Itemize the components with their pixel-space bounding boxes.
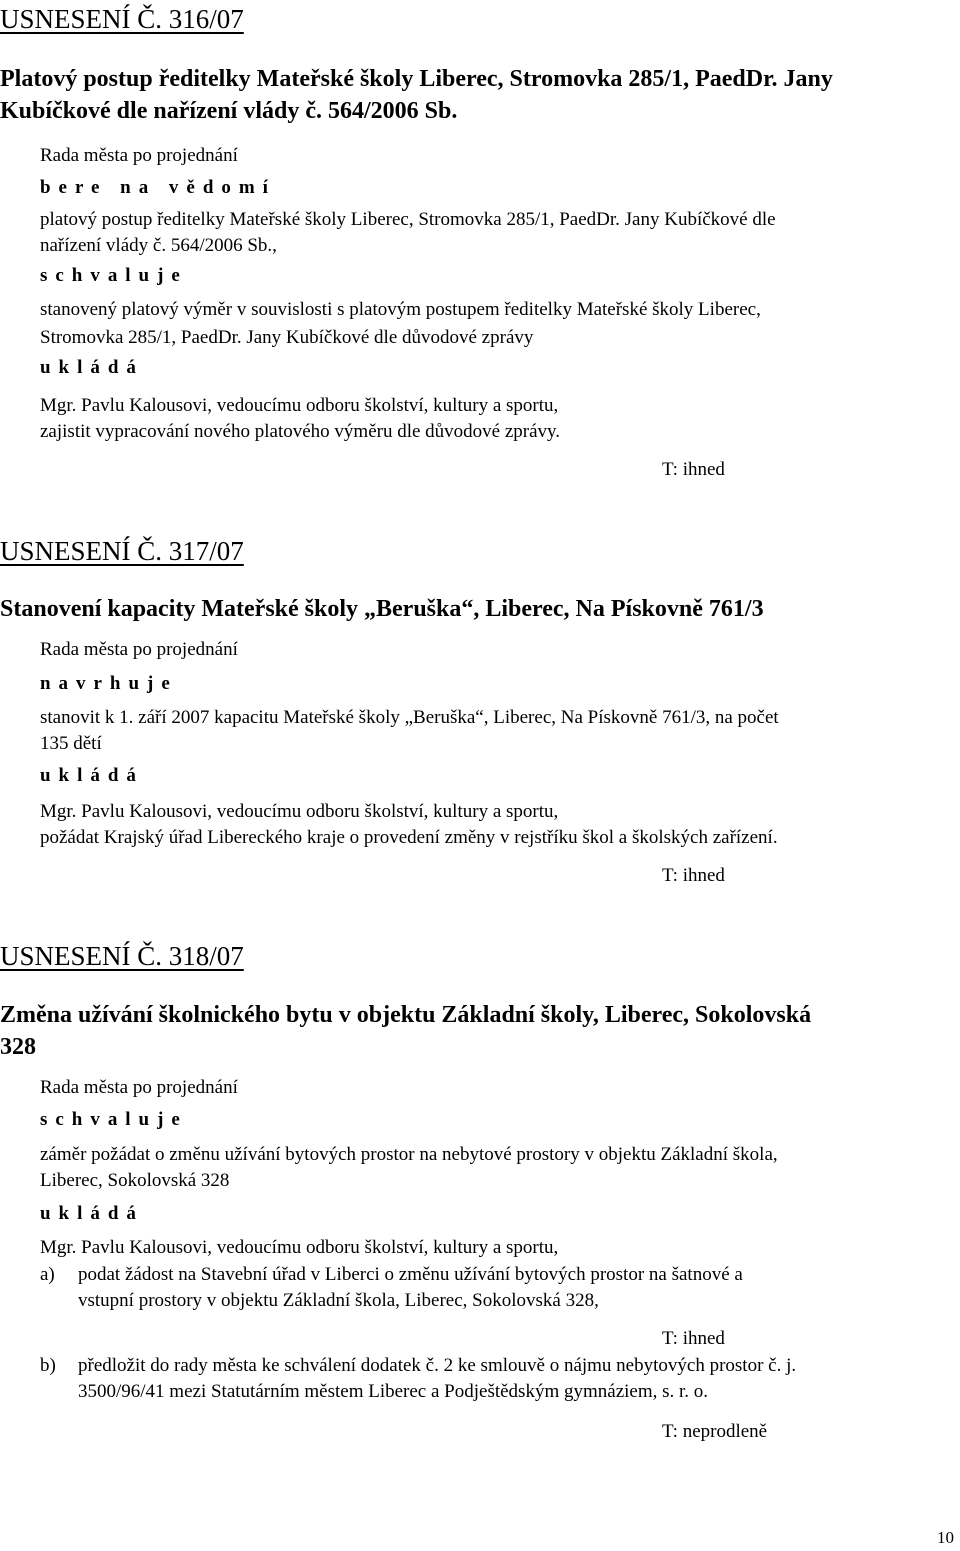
resolution-316-assignee: Mgr. Pavlu Kalousovi, vedoucímu odboru školství, kultury a sportu, bbox=[40, 395, 559, 416]
resolution-317-task: požádat Krajský úřad Libereckého kraje o provedení změny v rejstříku škol a školských zařízení. bbox=[40, 827, 778, 848]
resolution-316-text1-line2: nařízení vlády č. 564/2006 Sb., bbox=[40, 235, 277, 256]
resolution-318-subject-line1: Změna užívání školnického bytu v objektu Základní školy, Liberec, Sokolovská bbox=[0, 1002, 812, 1028]
resolution-318-council: Rada města po projednání bbox=[40, 1077, 238, 1098]
resolution-318-verb-uklada: ukládá bbox=[40, 1203, 144, 1224]
resolution-318-verb-schvaluje: schvaluje bbox=[40, 1109, 188, 1130]
resolution-316-text2-line1: stanovený platový výměr v souvislosti s platovým postupem ředitelky Mateřské školy Liberec, bbox=[40, 299, 761, 320]
resolution-318-text1-line1: záměr požádat o změnu užívání bytových prostor na nebytové prostory v objektu Základní škola, bbox=[40, 1144, 778, 1165]
page-number: 10 bbox=[937, 1528, 954, 1547]
list-item-line1: podat žádost na Stavební úřad v Liberci o změnu užívání bytových prostor na šatnové a bbox=[78, 1264, 743, 1285]
resolution-318-item-a-deadline: T: ihned bbox=[662, 1328, 725, 1349]
resolution-317-text1-line1: stanovit k 1. září 2007 kapacitu Mateřské školy „Beruška“, Liberec, Na Pískovně 761/3, na počet bbox=[40, 707, 779, 728]
resolution-317-council: Rada města po projednání bbox=[40, 639, 238, 660]
resolution-318-assignee: Mgr. Pavlu Kalousovi, vedoucímu odboru školství, kultury a sportu, bbox=[40, 1237, 559, 1258]
resolution-316-task: zajistit vypracování nového platového výměru dle důvodové zprávy. bbox=[40, 421, 561, 442]
resolution-317-heading: USNESENÍ Č. 317/07 bbox=[0, 536, 244, 566]
resolution-318-subject-line2: 328 bbox=[0, 1034, 36, 1060]
resolution-317-verb-navrhuje: navrhuje bbox=[40, 673, 178, 694]
list-item-line1: předložit do rady města ke schválení dodatek č. 2 ke smlouvě o nájmu nebytových prostor č. j. bbox=[78, 1355, 797, 1376]
resolution-318-item-b-deadline: T: neprodleně bbox=[662, 1421, 768, 1442]
resolution-316-subject-line2: Kubíčkové dle nařízení vlády č. 564/2006 Sb. bbox=[0, 98, 458, 124]
resolution-316-council: Rada města po projednání bbox=[40, 145, 238, 166]
resolution-316-text1-line1: platový postup ředitelky Mateřské školy Liberec, Stromovka 285/1, PaedDr. Jany Kubíčkové dle bbox=[40, 209, 776, 230]
resolution-317-text1-line2: 135 dětí bbox=[40, 733, 102, 754]
resolution-318-item-a bbox=[40, 1262, 940, 1322]
resolution-316-subject-line1: Platový postup ředitelky Mateřské školy Liberec, Stromovka 285/1, PaedDr. Jany bbox=[0, 66, 833, 92]
list-item-line2: vstupní prostory v objektu Základní škola, Liberec, Sokolovská 328, bbox=[78, 1290, 599, 1311]
resolution-316-text2-line2: Stromovka 285/1, PaedDr. Jany Kubíčkové dle důvodové zprávy bbox=[40, 327, 534, 348]
resolution-317-verb-uklada: ukládá bbox=[40, 765, 144, 786]
resolution-317-deadline: T: ihned bbox=[662, 865, 725, 886]
resolution-316-deadline: T: ihned bbox=[662, 459, 725, 480]
resolution-317-assignee: Mgr. Pavlu Kalousovi, vedoucímu odboru školství, kultury a sportu, bbox=[40, 801, 559, 822]
resolution-317-subject: Stanovení kapacity Mateřské školy „Beruška“, Liberec, Na Pískovně 761/3 bbox=[0, 596, 764, 622]
resolution-316-verb-schvaluje: schvaluje bbox=[40, 265, 188, 286]
list-marker: b) bbox=[40, 1355, 56, 1376]
resolution-318-text1-line2: Liberec, Sokolovská 328 bbox=[40, 1170, 230, 1191]
resolution-318-heading: USNESENÍ Č. 318/07 bbox=[0, 941, 244, 971]
resolution-318-item-b bbox=[40, 1353, 940, 1413]
resolution-316-verb-bere-na-vedomi: bere na vědomí bbox=[40, 177, 276, 198]
list-marker: a) bbox=[40, 1264, 55, 1285]
resolution-316-verb-uklada: ukládá bbox=[40, 357, 144, 378]
resolution-316-heading: USNESENÍ Č. 316/07 bbox=[0, 4, 244, 34]
list-item-line2: 3500/96/41 mezi Statutárním městem Liberec a Podještědským gymnáziem, s. r. o. bbox=[78, 1381, 709, 1402]
